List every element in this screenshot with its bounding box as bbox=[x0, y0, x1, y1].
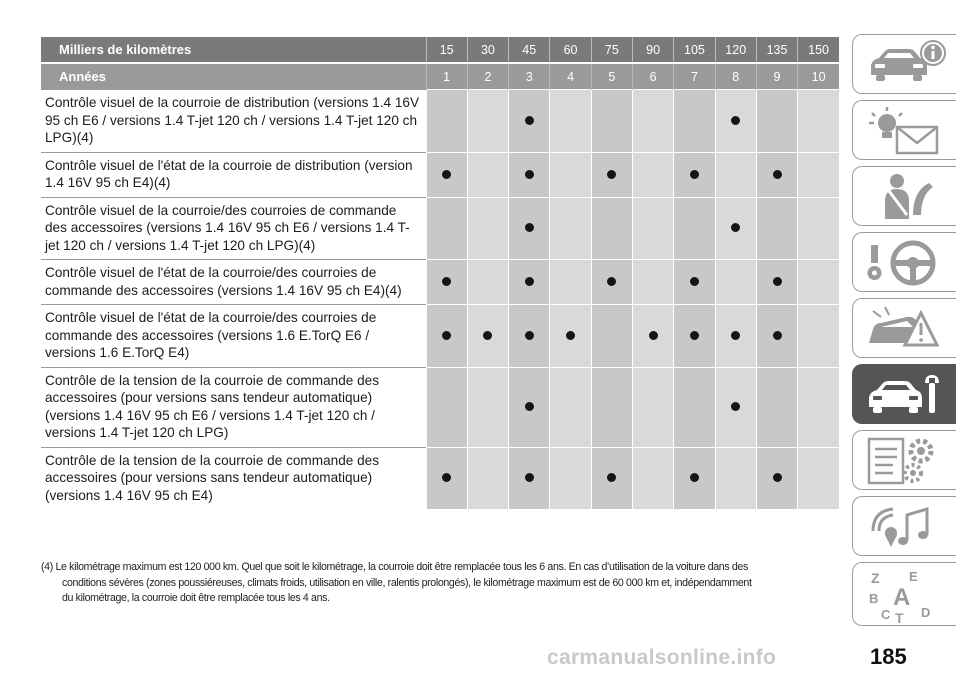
header-year-9: 9 bbox=[756, 63, 797, 90]
schedule-cell bbox=[467, 152, 508, 197]
watermark: carmanualsonline.info bbox=[547, 646, 777, 669]
schedule-cell bbox=[632, 260, 673, 305]
schedule-cell bbox=[591, 367, 632, 447]
schedule-cell bbox=[591, 90, 632, 153]
schedule-cell bbox=[632, 305, 673, 368]
schedule-cell bbox=[715, 367, 756, 447]
check-dot-icon bbox=[731, 402, 740, 411]
schedule-cell bbox=[467, 90, 508, 153]
schedule-cell bbox=[467, 305, 508, 368]
table-row bbox=[41, 260, 839, 305]
schedule-cell bbox=[632, 447, 673, 509]
schedule-cell bbox=[632, 90, 673, 153]
row-description: Contrôle visuel de l'état de la courroie/des courroies de commande des accessoires (versions 1.4 16V 95 ch E4)(4) bbox=[41, 260, 426, 305]
breakdown-icon bbox=[863, 303, 947, 355]
check-dot-icon bbox=[607, 170, 616, 179]
tab-index[interactable] bbox=[852, 562, 956, 626]
schedule-cell bbox=[550, 197, 591, 260]
header-years-label: Années bbox=[41, 63, 426, 90]
technical-data-icon bbox=[863, 435, 947, 487]
schedule-cell bbox=[591, 197, 632, 260]
table-row bbox=[41, 367, 839, 447]
schedule-cell bbox=[550, 367, 591, 447]
check-dot-icon bbox=[442, 473, 451, 482]
header-row-km bbox=[41, 37, 839, 63]
maintenance-icon bbox=[863, 369, 947, 421]
schedule-cell bbox=[798, 197, 839, 260]
check-dot-icon bbox=[525, 402, 534, 411]
row-description: Contrôle visuel de la courroie de distribution (versions 1.4 16V 95 ch E6 / versions 1.4 T-jet 120 ch / versions 1.4 T-jet 120 ch LPG)(4) bbox=[41, 90, 426, 153]
schedule-cell bbox=[715, 90, 756, 153]
check-dot-icon bbox=[773, 473, 782, 482]
schedule-cell bbox=[632, 152, 673, 197]
header-km-8: 120 bbox=[715, 37, 756, 63]
check-dot-icon bbox=[525, 170, 534, 179]
index-letter-c: C bbox=[881, 607, 891, 622]
schedule-cell bbox=[715, 197, 756, 260]
schedule-cell bbox=[550, 90, 591, 153]
schedule-cell bbox=[715, 152, 756, 197]
header-year-4: 4 bbox=[550, 63, 591, 90]
multimedia-icon bbox=[863, 501, 947, 553]
footnote-line-3: du kilométrage, la courroie doit être remplacée tous les 4 ans. bbox=[62, 592, 330, 604]
check-dot-icon bbox=[690, 277, 699, 286]
schedule-cell bbox=[715, 260, 756, 305]
schedule-cell bbox=[674, 260, 715, 305]
schedule-cell bbox=[632, 197, 673, 260]
header-year-7: 7 bbox=[674, 63, 715, 90]
index-letter-t: T bbox=[895, 610, 904, 623]
schedule-cell bbox=[467, 197, 508, 260]
schedule-cell bbox=[591, 447, 632, 509]
header-km-2: 30 bbox=[467, 37, 508, 63]
tab-emergency[interactable] bbox=[852, 298, 956, 358]
schedule-cell bbox=[756, 90, 797, 153]
schedule-cell bbox=[674, 367, 715, 447]
table-row bbox=[41, 90, 839, 153]
schedule-cell bbox=[426, 152, 467, 197]
header-km-7: 105 bbox=[674, 37, 715, 63]
schedule-cell bbox=[798, 305, 839, 368]
index-letter-d: D bbox=[921, 605, 931, 620]
check-dot-icon bbox=[690, 473, 699, 482]
check-dot-icon bbox=[483, 331, 492, 340]
schedule-cell bbox=[467, 260, 508, 305]
schedule-cell bbox=[756, 197, 797, 260]
index-icon bbox=[863, 567, 947, 623]
check-dot-icon bbox=[607, 473, 616, 482]
schedule-cell bbox=[756, 152, 797, 197]
check-dot-icon bbox=[773, 170, 782, 179]
check-dot-icon bbox=[607, 277, 616, 286]
tab-car-info[interactable] bbox=[852, 34, 956, 94]
chapter-sidebar bbox=[852, 34, 960, 632]
schedule-cell bbox=[426, 90, 467, 153]
index-letter-a: A bbox=[893, 584, 911, 611]
schedule-cell bbox=[550, 447, 591, 509]
check-dot-icon bbox=[731, 331, 740, 340]
tab-warning-lights[interactable] bbox=[852, 100, 956, 160]
header-km-6: 90 bbox=[632, 37, 673, 63]
schedule-cell bbox=[674, 197, 715, 260]
schedule-cell bbox=[798, 90, 839, 153]
check-dot-icon bbox=[442, 277, 451, 286]
table-row bbox=[41, 197, 839, 260]
steering-key-icon bbox=[863, 237, 947, 289]
check-dot-icon bbox=[773, 277, 782, 286]
header-km-1: 15 bbox=[426, 37, 467, 63]
row-description: Contrôle de la tension de la courroie de commande des accessoires (pour versions sans tendeur automatique) (versions 1.4 16V 95 ch E4) bbox=[41, 447, 426, 509]
schedule-cell bbox=[509, 305, 550, 368]
row-description: Contrôle visuel de l'état de la courroie/des courroies de commande des accessoires (versions 1.6 E.TorQ E6 / versions 1.6 E.TorQ E4) bbox=[41, 305, 426, 368]
schedule-cell bbox=[509, 260, 550, 305]
schedule-cell bbox=[550, 260, 591, 305]
header-km-4: 60 bbox=[550, 37, 591, 63]
header-year-8: 8 bbox=[715, 63, 756, 90]
schedule-cell bbox=[756, 305, 797, 368]
schedule-cell bbox=[632, 367, 673, 447]
schedule-cell bbox=[426, 197, 467, 260]
footnote bbox=[41, 560, 841, 607]
schedule-cell bbox=[756, 367, 797, 447]
schedule-cell bbox=[591, 260, 632, 305]
header-year-6: 6 bbox=[632, 63, 673, 90]
header-year-2: 2 bbox=[467, 63, 508, 90]
index-letter-e: E bbox=[909, 569, 918, 584]
check-dot-icon bbox=[442, 170, 451, 179]
tab-starting-driving[interactable] bbox=[852, 232, 956, 292]
schedule-cell bbox=[467, 447, 508, 509]
schedule-cell bbox=[674, 447, 715, 509]
header-km-label: Milliers de kilomètres bbox=[41, 37, 426, 63]
schedule-cell bbox=[674, 90, 715, 153]
header-km-5: 75 bbox=[591, 37, 632, 63]
row-description: Contrôle de la tension de la courroie de commande des accessoires (pour versions sans tendeur automatique) (versions 1.4 16V 95 ch E6 / versions 1.4 T-jet 120 ch / versions 1.4 T-jet 120 ch LPG) bbox=[41, 367, 426, 447]
table-row bbox=[41, 447, 839, 509]
index-letter-z: Z bbox=[871, 570, 880, 586]
warning-lights-icon bbox=[863, 105, 947, 157]
schedule-cell bbox=[591, 305, 632, 368]
schedule-cell bbox=[426, 367, 467, 447]
schedule-cell bbox=[674, 305, 715, 368]
row-description: Contrôle visuel de la courroie/des courroies de commande des accessoires (versions 1.4 16V 95 ch E6 / versions 1.4 T-jet 120 ch / versions 1.4 T-jet 120 ch LPG)(4) bbox=[41, 197, 426, 260]
check-dot-icon bbox=[690, 331, 699, 340]
header-year-5: 5 bbox=[591, 63, 632, 90]
schedule-cell bbox=[798, 260, 839, 305]
table-row bbox=[41, 152, 839, 197]
check-dot-icon bbox=[649, 331, 658, 340]
tab-safety[interactable] bbox=[852, 166, 956, 226]
footnote-line-1: (4) Le kilométrage maximum est 120 000 km. Quel que soit le kilométrage, la courroie doit être remplacée tous les 6 ans. En cas d’utilisation de la voiture dans des bbox=[41, 561, 748, 573]
schedule-cell bbox=[674, 152, 715, 197]
header-km-3: 45 bbox=[509, 37, 550, 63]
check-dot-icon bbox=[525, 473, 534, 482]
check-dot-icon bbox=[442, 331, 451, 340]
schedule-cell bbox=[756, 260, 797, 305]
header-km-9: 135 bbox=[756, 37, 797, 63]
car-info-icon bbox=[863, 39, 947, 91]
schedule-cell bbox=[426, 305, 467, 368]
schedule-cell bbox=[509, 152, 550, 197]
check-dot-icon bbox=[773, 331, 782, 340]
schedule-cell bbox=[426, 260, 467, 305]
schedule-cell bbox=[426, 447, 467, 509]
check-dot-icon bbox=[525, 223, 534, 232]
schedule-cell bbox=[756, 447, 797, 509]
schedule-cell bbox=[509, 447, 550, 509]
schedule-cell bbox=[798, 367, 839, 447]
schedule-cell bbox=[509, 367, 550, 447]
table-row bbox=[41, 305, 839, 368]
page-number: 185 bbox=[870, 644, 907, 669]
tab-multimedia[interactable] bbox=[852, 496, 956, 556]
tab-technical-data[interactable] bbox=[852, 430, 956, 490]
schedule-cell bbox=[550, 152, 591, 197]
schedule-cell bbox=[798, 447, 839, 509]
check-dot-icon bbox=[525, 277, 534, 286]
schedule-cell bbox=[550, 305, 591, 368]
check-dot-icon bbox=[690, 170, 699, 179]
schedule-cell bbox=[591, 152, 632, 197]
maintenance-schedule-table bbox=[41, 37, 839, 509]
schedule-cell bbox=[509, 197, 550, 260]
check-dot-icon bbox=[731, 116, 740, 125]
schedule-cell bbox=[715, 447, 756, 509]
index-letter-b: B bbox=[869, 591, 879, 606]
tab-maintenance[interactable] bbox=[852, 364, 956, 424]
schedule-cell bbox=[715, 305, 756, 368]
check-dot-icon bbox=[525, 331, 534, 340]
row-description: Contrôle visuel de l'état de la courroie de distribution (version 1.4 16V 95 ch E4)(4) bbox=[41, 152, 426, 197]
safety-airbag-icon bbox=[863, 171, 947, 223]
header-row-years bbox=[41, 63, 839, 90]
footnote-line-2: conditions sévères (zones poussiéreuses, climats froids, utilisation en ville, ralentis prolongés), le kilométrage maximum est de 60 000 km et, indépendamment bbox=[62, 576, 752, 589]
header-year-10: 10 bbox=[798, 63, 839, 90]
check-dot-icon bbox=[525, 116, 534, 125]
header-year-1: 1 bbox=[426, 63, 467, 90]
header-km-10: 150 bbox=[798, 37, 839, 63]
schedule-cell bbox=[467, 367, 508, 447]
header-year-3: 3 bbox=[509, 63, 550, 90]
schedule-cell bbox=[798, 152, 839, 197]
check-dot-icon bbox=[566, 331, 575, 340]
check-dot-icon bbox=[731, 223, 740, 232]
schedule-cell bbox=[509, 90, 550, 153]
